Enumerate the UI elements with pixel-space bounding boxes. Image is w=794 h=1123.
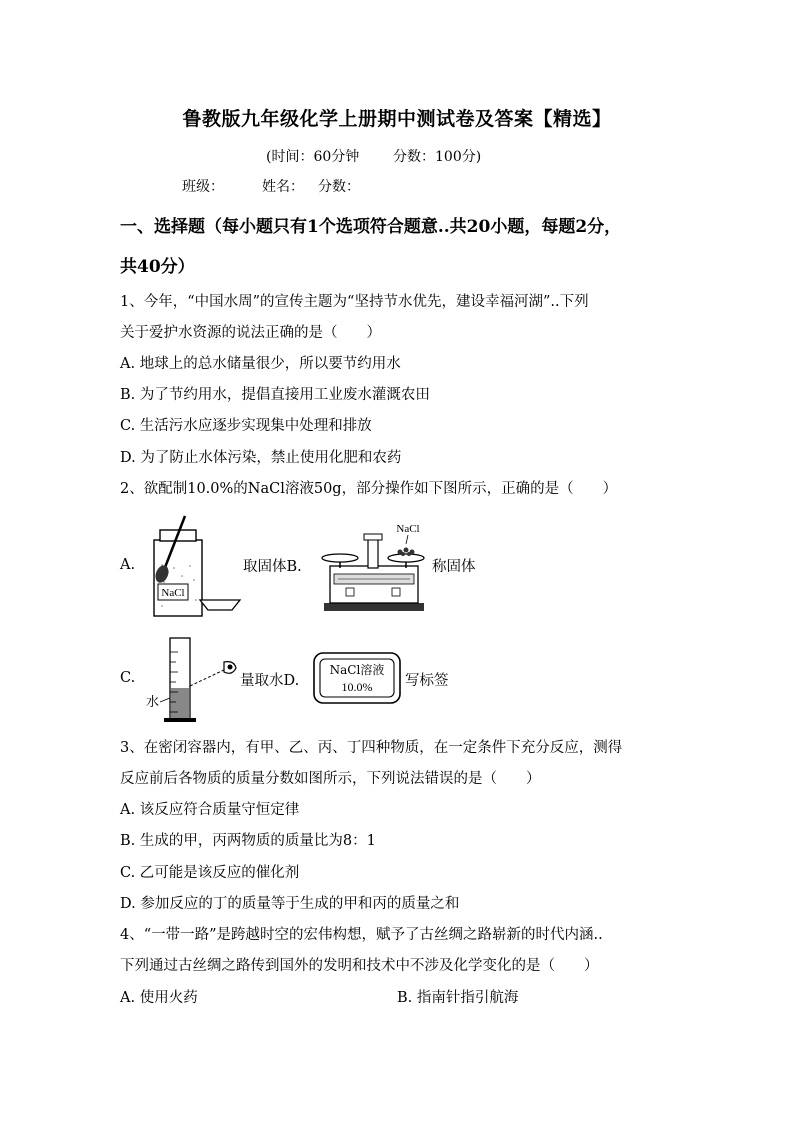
- page-title: 鲁教版九年级化学上册期中测试卷及答案【精选】: [182, 108, 612, 130]
- q3-stem-line2: 反应前后各物质的质量分数如图所示，下列说法错误的是（ ）: [120, 771, 541, 787]
- tag-line1-text: NaCl溶液: [329, 663, 385, 677]
- q4-stem-line1: 4、“一带一路”是跨越时空的宏伟构想，赋予了古丝绸之路崭新的时代内涵..: [120, 927, 603, 943]
- balance-scale-image: [312, 518, 432, 614]
- q3-option-b: B. 生成的甲，丙两物质的质量比为8：1: [120, 833, 376, 849]
- bottle-label-text: NaCl: [161, 587, 185, 599]
- class-field-label: 班级：: [182, 179, 224, 195]
- section-heading-line2: 共40分）: [120, 257, 195, 277]
- q4-option-b: B. 指南针指引航海: [397, 990, 519, 1006]
- q1-stem-line1: 1、今年，“中国水周”的宣传主题为“坚持节水优先，建设幸福河湖”..下列: [120, 294, 589, 310]
- q3-option-a: A. 该反应符合质量守恒定律: [120, 802, 300, 818]
- exam-score: 分数：100分): [393, 149, 482, 165]
- graduated-cylinder-image: [144, 632, 240, 724]
- q1-option-d: D. 为了防止水体污染，禁止使用化肥和农药: [120, 450, 402, 466]
- q4-option-a: A. 使用火药: [120, 990, 198, 1006]
- q2-option-d-text: 写标签: [405, 673, 449, 689]
- section-heading-line1: 一、选择题（每小题只有1个选项符合题意..共20小题，每题2分，: [120, 217, 622, 237]
- q2-option-b-text: 称固体: [432, 559, 476, 575]
- q3-option-d: D. 参加反应的丁的质量等于生成的甲和丙的质量之和: [120, 896, 460, 912]
- water-label-text: 水: [146, 695, 160, 710]
- tag-line2-text: 10.0%: [341, 680, 373, 694]
- name-field-label: 姓名：: [262, 179, 304, 195]
- q2-option-a-text: 取固体B.: [243, 559, 302, 575]
- q1-option-c: C. 生活污水应逐步实现集中处理和排放: [120, 418, 372, 434]
- q1-option-a: A. 地球上的总水储量很少，所以要节约用水: [120, 356, 401, 372]
- q1-option-b: B. 为了节约用水，提倡直接用工业废水灌溉农田: [120, 387, 430, 403]
- points-field-label: 分数：: [318, 179, 360, 195]
- q2-stem: 2、欲配制10.0%的NaCl溶液50g，部分操作如下图所示，正确的是（ ）: [120, 481, 618, 497]
- balance-label-text: NaCl: [396, 523, 420, 535]
- reagent-bottle-image: [144, 510, 244, 620]
- q2-option-c-text: 量取水D.: [240, 673, 300, 689]
- q1-stem-line2: 关于爱护水资源的说法正确的是（ ）: [120, 325, 381, 341]
- exam-time: (时间：60分钟: [266, 149, 360, 165]
- q2-option-c-label: C.: [120, 670, 136, 686]
- q3-option-c: C. 乙可能是该反应的催化剂: [120, 865, 300, 881]
- q3-stem-line1: 3、在密闭容器内，有甲、乙、丙、丁四种物质，在一定条件下充分反应，测得: [120, 740, 623, 756]
- q2-option-a-label: A.: [120, 557, 136, 573]
- q4-stem-line2: 下列通过古丝绸之路传到国外的发明和技术中不涉及化学变化的是（ ）: [120, 958, 599, 974]
- solution-label-tag-image: [312, 651, 402, 705]
